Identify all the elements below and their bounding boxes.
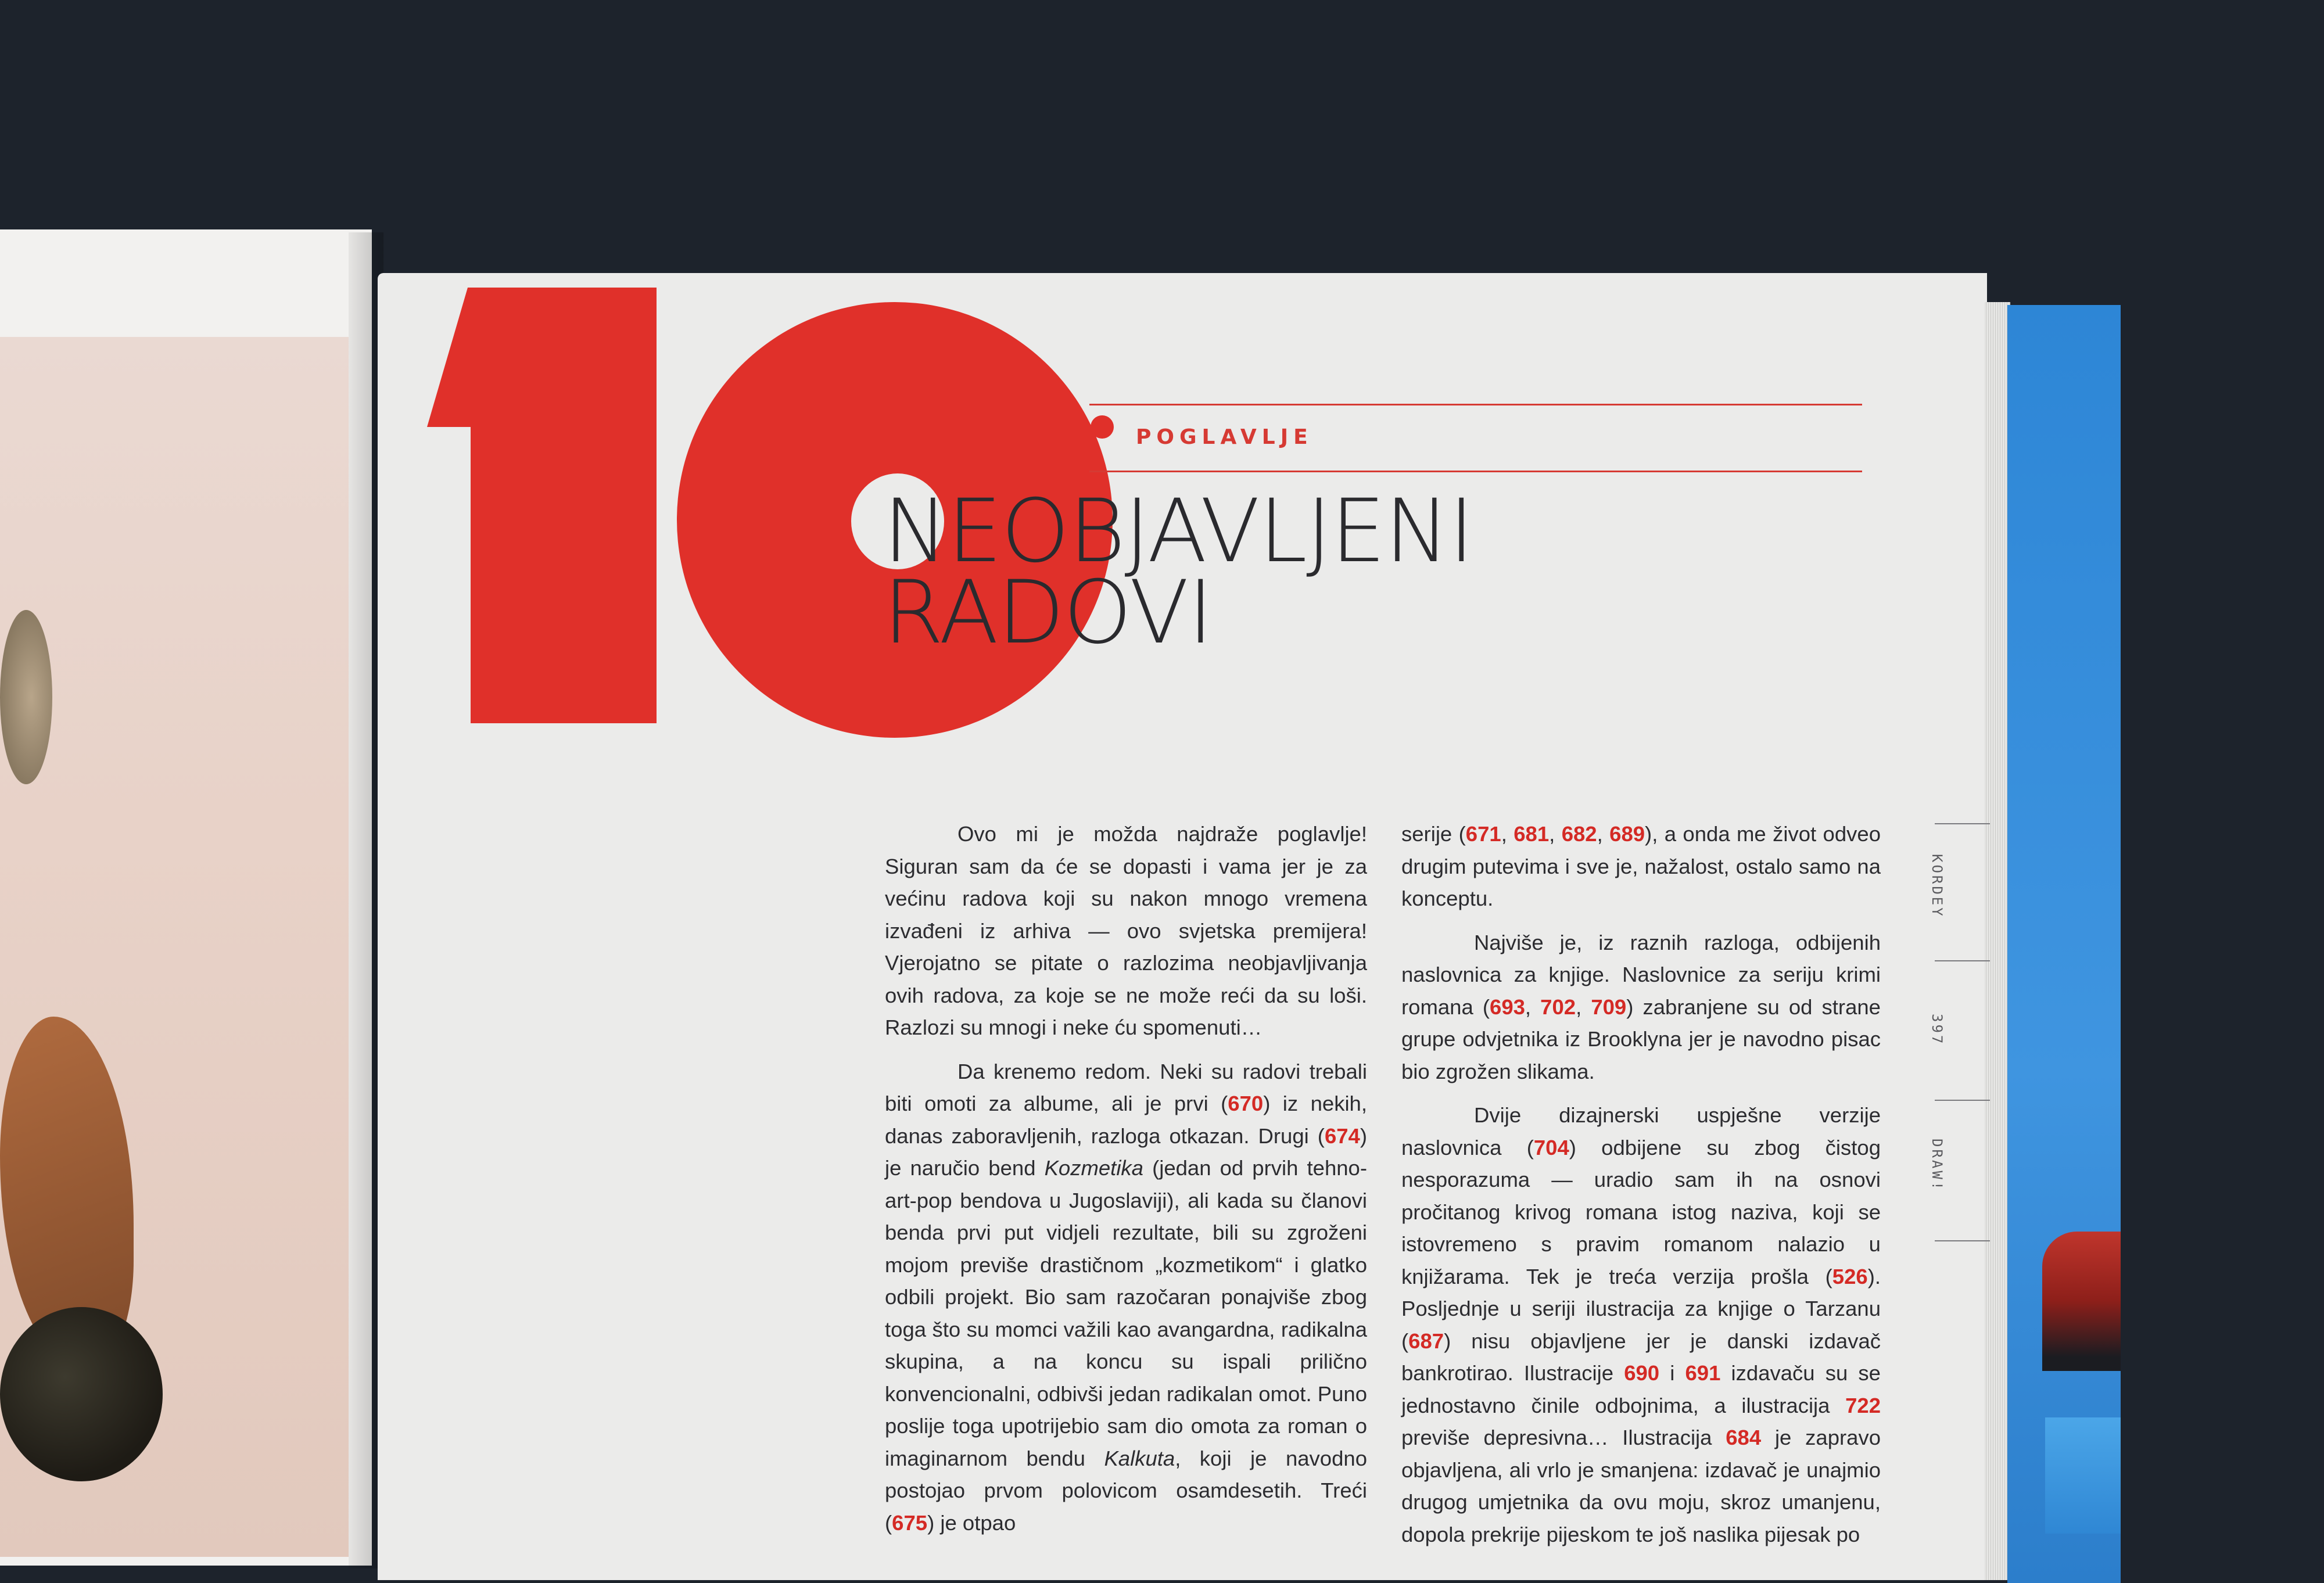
figure-reference: 526: [1832, 1264, 1868, 1288]
figure-reference: 675: [892, 1510, 928, 1535]
text-run: ) je naručio bend: [885, 1123, 1367, 1180]
figure-reference: 681: [1514, 822, 1550, 846]
figure-reference: 682: [1561, 822, 1597, 846]
figure-reference: 722: [1845, 1393, 1881, 1417]
text-run: serije (: [1401, 822, 1466, 846]
text-run: , koji je navodno postojao prvom polovicom osamdesetih. Treći (: [885, 1446, 1367, 1535]
figure-reference: 690: [1624, 1361, 1660, 1385]
tab-tick: [1935, 1240, 1990, 1241]
text-column-right: [1401, 818, 1881, 1562]
feather-detail: [0, 610, 52, 784]
chapter-label: POGLAVLJE: [1136, 425, 1313, 449]
paragraph: [1401, 818, 1881, 915]
figure-reference: 670: [1228, 1092, 1264, 1115]
text-run: ,: [1549, 822, 1562, 846]
book-cover-edge: [2007, 305, 2121, 1583]
header-rule-top: [1089, 404, 1862, 405]
text-run: i: [1659, 1361, 1685, 1385]
figure-reference: 674: [1324, 1123, 1360, 1148]
figure-reference: 704: [1533, 1135, 1569, 1160]
chapter-title: [883, 481, 1473, 663]
paragraph: [885, 818, 1367, 1044]
chapter-number-period: [1091, 415, 1114, 439]
text-run: ) iz nekih, danas zaboravljenih, razloga otkazan. Drugi (: [885, 1092, 1367, 1148]
text-run: ), a onda me život odveo drugim putevima i sve je, nažalost, ostalo samo na konceptu.: [1401, 822, 1881, 910]
text-run: izdavaču su se jednostavno činile odbojnima, a ilustracija: [1401, 1361, 1881, 1417]
figure-reference: 687: [1408, 1329, 1444, 1353]
cover-art-blue: [2045, 1417, 2121, 1534]
figure-reference: 689: [1609, 822, 1645, 846]
side-tab-book: DRAW!: [1929, 1139, 1945, 1193]
figure-reference: 693: [1490, 995, 1525, 1019]
figure-reference: 684: [1726, 1426, 1762, 1449]
figure-reference: 691: [1685, 1361, 1721, 1385]
cover-art-red: [2042, 1232, 2121, 1371]
text-run: ,: [1525, 995, 1541, 1019]
text-run: Ovo mi je možda najdraže poglavlje! Siguran sam da će se dopasti i vama jer je za većinu radova koji su nakon mnogo vremena izvađeni iz arhiva — ovo svjetska premijera! Vjerojatno se pitate o razlozima neobjavljivanja ovih radova, za koje se ne može reći da su loši. Razlozi su mnogi i neke ću spomenuti…: [885, 822, 1367, 1039]
text-run: (jedan od prvih tehno-art-pop bendova u Jugoslaviji), ali kada su članovi benda prvi put vidjeli rezultate, bili su zgroženi mojom previše drastičnom „kozmetikom“ i glatko odbili projekt. Bio sam razočaran ponajviše zbog toga što su momci važili kao avangardna, radikalna skupina, a na koncu su ispali prilično konvencionalni, odbivši jedan radikalan omot. Puno poslije toga upotrijebio sam dio omota za roman o imaginarnom bendu: [885, 1156, 1367, 1470]
figure-reference: 702: [1540, 995, 1576, 1019]
paragraph: [885, 1056, 1367, 1539]
text-run: ) odbijene su zbog čistog nesporazuma — uradio sam ih na osnovi pročitanog krivog romana istog naziva, koji se istovremeno s pravim romanom nalazio u knjižarama. Tek je treća verzija prošla (: [1401, 1135, 1881, 1288]
text-run: ). Posljednje u seriji ilustracija za knjige o Tarzanu (: [1401, 1264, 1881, 1353]
side-tab-page-number: 397: [1929, 1014, 1945, 1046]
chapter-title-line-2: RADOVI: [883, 562, 1213, 663]
paragraph: [1401, 927, 1881, 1088]
figure-reference: 671: [1465, 822, 1501, 846]
text-run: ) zabranjene su od strane grupe odvjetnika iz Brooklyna jer je navodno pisac bio zgrožen slikama.: [1401, 995, 1881, 1083]
text-run: ,: [1501, 822, 1514, 846]
text-run: ,: [1597, 822, 1610, 846]
italic-text: Kalkuta: [1104, 1446, 1175, 1470]
figure-reference: 709: [1591, 995, 1627, 1019]
text-run: Najviše je, iz raznih razloga, odbijenih naslovnica za knjige. Naslovnice za seriju krimi romana (: [1401, 930, 1881, 1019]
text-column-left: [885, 818, 1367, 1550]
tab-tick: [1935, 960, 1990, 961]
page-edges: [1984, 302, 2010, 1580]
tab-tick: [1935, 823, 1990, 824]
italic-text: Kozmetika: [1044, 1156, 1143, 1180]
chapter-number-one: [418, 276, 657, 723]
side-tab-author: KORDEY: [1929, 854, 1945, 918]
text-run: Dvije dizajnerski uspješne verzije naslovnica (: [1401, 1103, 1881, 1160]
paragraph: [1401, 1099, 1881, 1550]
text-run: je zapravo objavljena, ali vrlo je smanjena: izdavač je unajmio drugog umjetnika da ovu moju, skroz umanjenu, dopola prekrije pijeskom te još naslika pijesak po: [1401, 1426, 1881, 1546]
text-run: ,: [1576, 995, 1591, 1019]
illustration-fur: [0, 1307, 163, 1481]
tab-tick: [1935, 1100, 1990, 1101]
text-run: previše depresivna… Ilustracija: [1401, 1426, 1726, 1449]
text-run: Da krenemo redom. Neki su radovi trebali biti omoti za albume, ali je prvi (: [885, 1059, 1367, 1115]
text-run: ) nisu objavljene jer je danski izdavač bankrotirao. Ilustracije: [1401, 1329, 1881, 1385]
header-rule-bottom: [1089, 471, 1862, 472]
text-run: ) je otpao: [927, 1510, 1016, 1535]
chapter-title-line-1: NEOBJAVLJENI: [883, 481, 1473, 582]
